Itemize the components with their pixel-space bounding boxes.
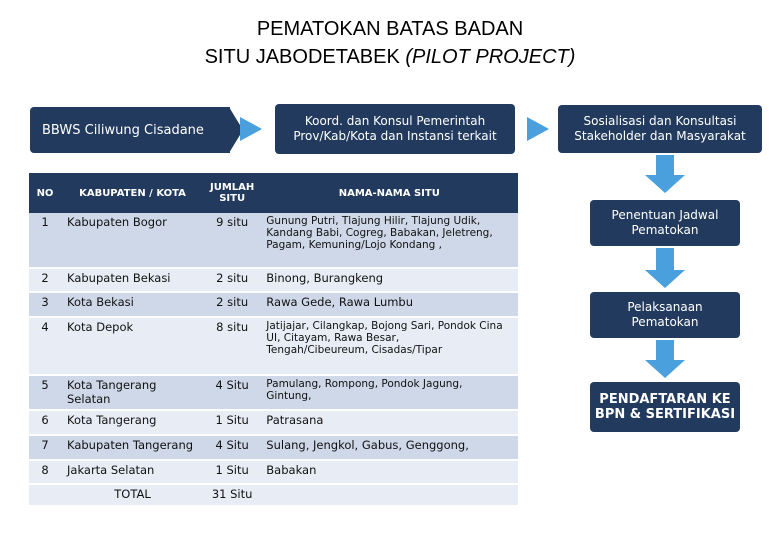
step1-line2: Pematokan	[631, 223, 699, 237]
cell-nama	[260, 460, 518, 484]
table-row	[29, 317, 518, 375]
arrow-down-icon	[645, 155, 685, 193]
cell-nama	[260, 213, 518, 268]
table-row	[29, 375, 518, 410]
page-subtitle	[0, 44, 780, 70]
cell-jumlah: 4 Situ	[204, 435, 260, 460]
step2-line2: Pematokan	[631, 315, 699, 329]
step3-line1: PENDAFTARAN KE	[599, 392, 731, 407]
arrow-right-icon	[527, 117, 549, 141]
table-row	[29, 213, 518, 268]
step3-line2: BPN & SERTIFIKASI	[594, 407, 736, 422]
cell-no: 1	[29, 213, 61, 268]
nama-line: Pamulang, Rompong, Pondok Jagung,	[266, 378, 463, 390]
nama-line: Sulang, Jengkol, Gabus, Genggong,	[266, 438, 469, 452]
nama-line: Gintung,	[266, 390, 312, 402]
bbws-box	[30, 107, 230, 153]
nama-line: Pagam, Kemuning/Lojo Kondang ,	[266, 239, 443, 251]
cell-nama	[260, 375, 518, 410]
nama-line: UI, Citayam, Rawa Besar,	[266, 332, 400, 344]
subtitle-italic: (PILOT PROJECT)	[405, 46, 576, 68]
nama-line: Binong, Burangkeng	[266, 271, 384, 285]
table-row	[29, 410, 518, 435]
koord-line1: Koord. dan Konsul Pemerintah	[304, 114, 486, 128]
nama-line: Tengah/Cibeureum, Cisadas/Tipar	[266, 344, 443, 356]
nama-line: Gunung Putri, Tlajung Hilir, Tlajung Udik,	[266, 215, 481, 227]
nama-line: Babakan	[266, 463, 317, 477]
pendaftaran-box	[590, 382, 740, 432]
header-kabupaten: KABUPATEN / KOTA	[61, 173, 204, 213]
cell-kabupaten: Kota Depok	[61, 317, 204, 375]
nama-line: Patrasana	[266, 413, 324, 427]
pelaksanaan-box	[590, 292, 740, 338]
sosial-line2: Stakeholder dan Masyarakat	[574, 129, 746, 143]
kab-line: Selatan	[67, 392, 111, 406]
arrow-down-icon	[645, 340, 685, 378]
table-row	[29, 292, 518, 317]
cell-kabupaten: Kota Bekasi	[61, 292, 204, 317]
cell-kabupaten	[61, 375, 204, 410]
cell-no: 7	[29, 435, 61, 460]
cell-kabupaten: Kabupaten Bogor	[61, 213, 204, 268]
sosialisasi-box	[558, 105, 762, 153]
total-label: TOTAL	[61, 484, 204, 506]
cell-nama	[260, 268, 518, 292]
nama-line: Kandang Babi, Cogreg, Babakan, Jeletreng,	[266, 227, 493, 239]
sosial-line1: Sosialisasi dan Konsultasi	[583, 114, 737, 128]
cell-no: 5	[29, 375, 61, 410]
cell-kabupaten: Kabupaten Tangerang	[61, 435, 204, 460]
cell-jumlah: 2 situ	[204, 292, 260, 317]
nama-line: Jatijajar, Cilangkap, Bojong Sari, Pondok Cina	[266, 320, 503, 332]
subtitle-main: SITU JABODETABEK	[204, 46, 406, 68]
page-title: PEMATOKAN BATAS BADAN	[256, 18, 524, 40]
step1-line1: Penentuan Jadwal	[611, 208, 719, 222]
arrow-down-icon	[645, 248, 685, 288]
header-no: NO	[29, 173, 61, 213]
bbws-label: BBWS Ciliwung Cisadane	[42, 122, 204, 138]
arrow-right-icon	[240, 117, 262, 141]
cell-jumlah: 1 Situ	[204, 410, 260, 435]
cell-jumlah: 2 situ	[204, 268, 260, 292]
header-nama: NAMA-NAMA SITU	[260, 173, 518, 213]
cell-jumlah: 9 situ	[204, 213, 260, 268]
cell-no: 3	[29, 292, 61, 317]
cell-empty	[260, 484, 518, 506]
nama-line: Rawa Gede, Rawa Lumbu	[266, 295, 414, 309]
cell-no: 4	[29, 317, 61, 375]
table-row	[29, 268, 518, 292]
total-value: 31 Situ	[204, 484, 260, 506]
koord-box	[275, 104, 515, 154]
cell-no: 8	[29, 460, 61, 484]
step2-line1: Pelaksanaan	[627, 300, 703, 314]
kab-line: Kota Tangerang	[67, 378, 157, 392]
header-jumlah-line2: SITU	[219, 193, 246, 204]
cell-nama	[260, 435, 518, 460]
table-row	[29, 435, 518, 460]
cell-empty	[29, 484, 61, 506]
cell-kabupaten: Kabupaten Bekasi	[61, 268, 204, 292]
cell-kabupaten: Kota Tangerang	[61, 410, 204, 435]
penentuan-jadwal-box	[590, 200, 740, 246]
situ-table	[29, 173, 518, 507]
koord-line2: Prov/Kab/Kota dan Instansi terkait	[293, 129, 497, 143]
cell-jumlah: 8 situ	[204, 317, 260, 375]
cell-kabupaten: Jakarta Selatan	[61, 460, 204, 484]
cell-no: 6	[29, 410, 61, 435]
cell-nama	[260, 292, 518, 317]
cell-no: 2	[29, 268, 61, 292]
cell-nama	[260, 410, 518, 435]
header-jumlah-line1: JUMLAH	[210, 182, 255, 193]
total-row	[29, 484, 518, 506]
table-row	[29, 460, 518, 484]
cell-nama	[260, 317, 518, 375]
cell-jumlah: 1 Situ	[204, 460, 260, 484]
cell-jumlah: 4 Situ	[204, 375, 260, 410]
header-jumlah	[204, 173, 260, 213]
